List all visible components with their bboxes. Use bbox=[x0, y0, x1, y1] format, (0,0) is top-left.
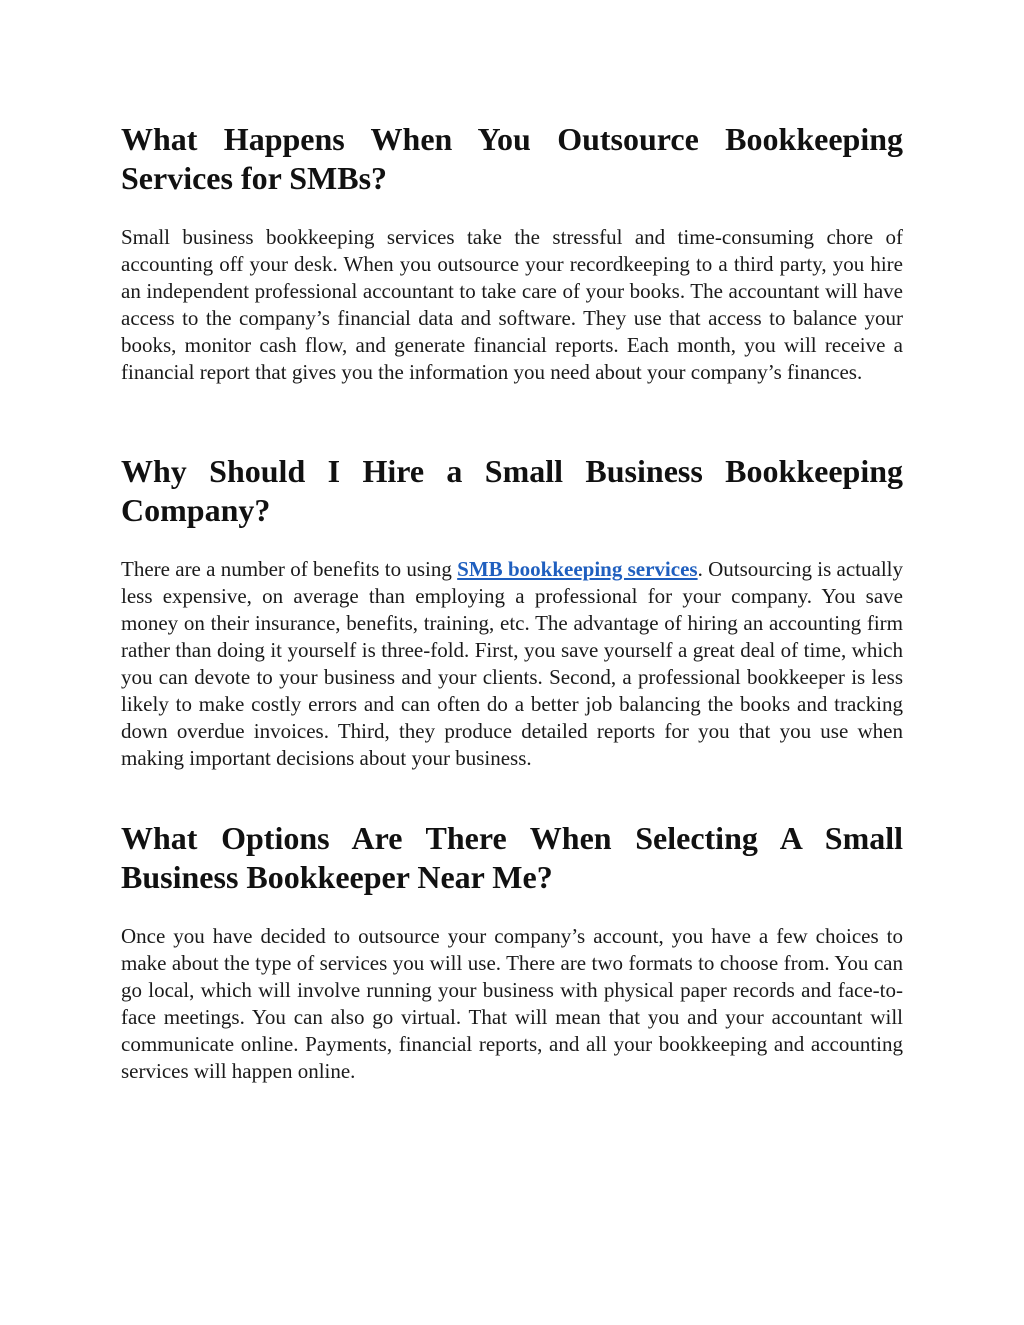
section-heading: What Happens When You Outsource Bookkeeping Services for SMBs? bbox=[121, 121, 903, 196]
smb-bookkeeping-services-link[interactable]: SMB bookkeeping services bbox=[457, 557, 698, 581]
paragraph-text-after-link: . Outsourcing is actually less expensive, on average than employing a professional for your company. You save money on their insurance, benefits, training, etc. The advantage of hiring an accounting firm rather than doing it yourself is three-fold. First, you save yourself a great deal of time, which you can devote to your business and your clients. Second, a professional bookkeeper is less likely to make costly errors and can often do a better job balancing the books and tracking down overdue invoices. Third, they produce detailed reports for you that you use when making important decisions about your business. bbox=[121, 557, 903, 770]
paragraph-text-before-link: There are a number of benefits to using bbox=[121, 557, 458, 581]
document-page bbox=[121, 120, 903, 1085]
section-heading: What Options Are There When Selecting A Small Business Bookkeeper Near Me? bbox=[121, 820, 903, 895]
section-heading: Why Should I Hire a Small Business Bookkeeping Company? bbox=[121, 453, 903, 528]
section-options bbox=[121, 819, 903, 1085]
section-why-hire bbox=[121, 452, 903, 772]
section-outsource-bookkeeping bbox=[121, 120, 903, 386]
section-paragraph bbox=[121, 556, 903, 772]
section-paragraph: Once you have decided to outsource your company’s account, you have a few choices to make about the type of services you will use. There are two formats to choose from. You can go local, which will involve running your business with physical paper records and face-to-face meetings. You can also go virtual. That will mean that you and your accountant will communicate online. Payments, financial reports, and all your bookkeeping and accounting services will happen online. bbox=[121, 924, 903, 1083]
section-paragraph: Small business bookkeeping services take the stressful and time-consuming chore of accounting off your desk. When you outsource your recordkeeping to a third party, you hire an independent professional accountant to take care of your books. The accountant will have access to the company’s financial data and software. They use that access to balance your books, monitor cash flow, and generate financial reports. Each month, you will receive a financial report that gives you the information you need about your company’s finances. bbox=[121, 225, 903, 384]
